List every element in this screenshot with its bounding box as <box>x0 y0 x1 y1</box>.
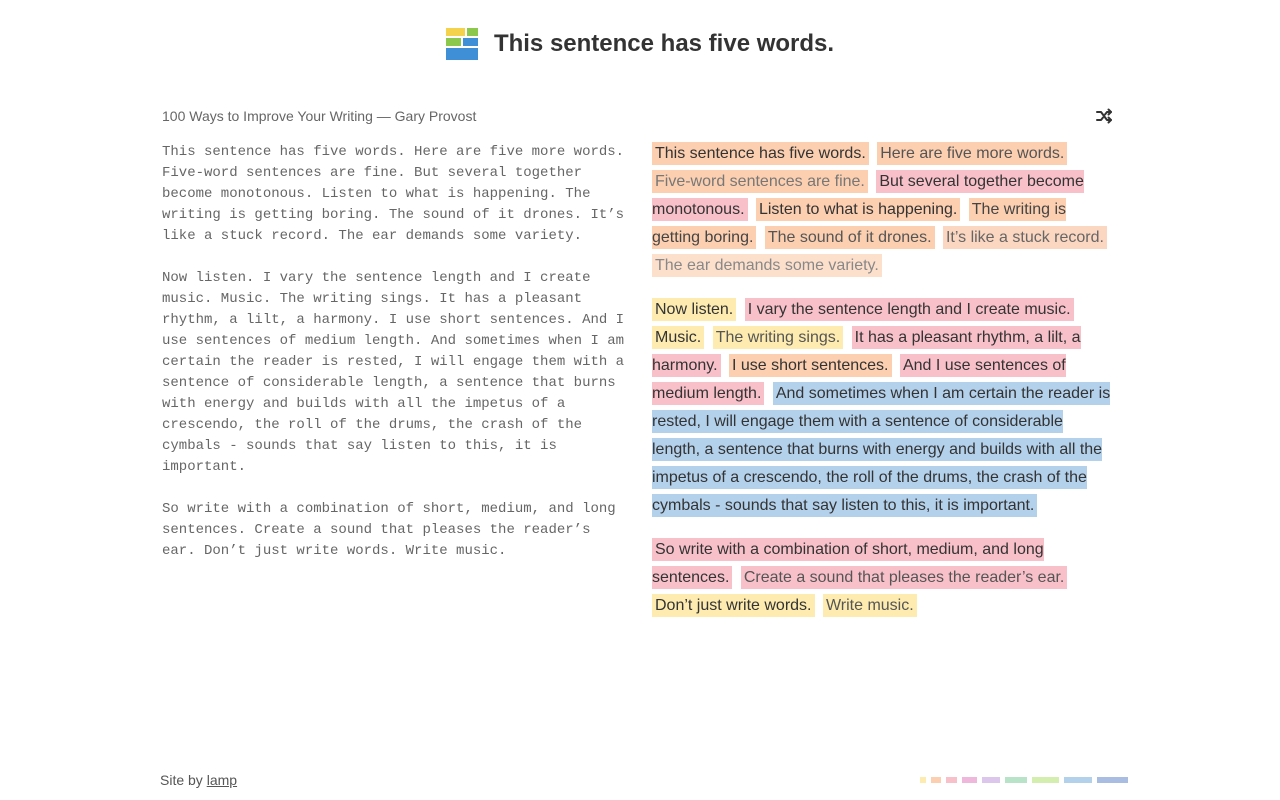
footer-prefix: Site by <box>160 772 203 788</box>
plain-paragraph: Now listen. I vary the sentence length and I create music. Music. The writing sings. It has a pleasant rhythm, a lilt, a harmony. I use short sentences. And I use sentences of medium length. And sometimes when I am certain the reader is rested, I will engage them with a sentence of considerable length, a sentence that burns with energy and builds with all the impetus of a crescendo, the roll of the drums, the crash of the cymbals - sounds that say listen to this, it is important. <box>162 270 625 475</box>
legend-swatch <box>1005 777 1027 783</box>
highlighted-sentence: Here are five more words. <box>877 142 1067 165</box>
highlighted-sentence: The sound of it drones. <box>765 226 935 249</box>
highlighted-text-column <box>652 140 1114 636</box>
highlighted-sentence: It’s like a stuck record. <box>943 226 1107 249</box>
highlighted-sentence: Listen to what is happening. <box>756 198 960 221</box>
legend-swatch <box>931 777 941 783</box>
highlighted-sentence: The writing is getting boring. <box>652 198 1066 249</box>
plain-paragraph: This sentence has five words. Here are five more words. Five-word sentences are fine. But several together become monotonous. Listen to what is happening. The writing is getting boring. The sound of it drones. It’s like a stuck record. The ear demands some variety. <box>162 144 625 244</box>
legend-swatch <box>920 777 926 783</box>
highlighted-sentence: And I use sentences of medium length. <box>652 354 1066 405</box>
highlighted-sentence: I vary the sentence length and I create music. <box>745 298 1074 321</box>
highlighted-sentence: Create a sound that pleases the reader’s ear. <box>741 566 1068 589</box>
highlighted-sentence: The writing sings. <box>713 326 844 349</box>
highlighted-sentence: Music. <box>652 326 704 349</box>
highlighted-paragraph <box>652 296 1114 520</box>
highlighted-sentence: Five-word sentences are fine. <box>652 170 868 193</box>
highlighted-sentence: Write music. <box>823 594 917 617</box>
highlighted-sentence: But several together become monotonous. <box>652 170 1084 221</box>
page-header <box>0 28 1280 60</box>
plain-text-column <box>162 142 630 583</box>
highlighted-sentence: It has a pleasant rhythm, a lilt, a harmony. <box>652 326 1081 377</box>
length-legend <box>920 777 1128 783</box>
footer <box>160 772 237 788</box>
source-attribution: 100 Ways to Improve Your Writing — Gary Provost <box>162 108 477 124</box>
highlighted-sentence: The ear demands some variety. <box>652 254 882 277</box>
shuffle-icon[interactable] <box>1094 106 1114 126</box>
legend-swatch <box>1064 777 1092 783</box>
highlighted-sentence: So write with a combination of short, medium, and long sentences. <box>652 538 1044 589</box>
highlighted-paragraph <box>652 536 1114 620</box>
highlighted-paragraph <box>652 140 1114 280</box>
legend-swatch <box>1032 777 1059 783</box>
highlighted-sentence: And sometimes when I am certain the reader is rested, I will engage them with a sentence of considerable length, a sentence that burns with energy and builds with all the impetus of a crescendo, the roll of the drums, the crash of the cymbals - sounds that say listen to this, it is important. <box>652 382 1110 517</box>
highlighted-sentence: I use short sentences. <box>729 354 892 377</box>
highlighted-sentence: Don’t just write words. <box>652 594 815 617</box>
highlighted-sentence: Now listen. <box>652 298 736 321</box>
legend-swatch <box>946 777 957 783</box>
highlighted-sentence: This sentence has five words. <box>652 142 869 165</box>
plain-paragraph: So write with a combination of short, medium, and long sentences. Create a sound that pleases the reader’s ear. Don’t just write words. Write music. <box>162 501 616 559</box>
legend-swatch <box>1097 777 1128 783</box>
footer-link[interactable]: lamp <box>206 772 238 788</box>
legend-swatch <box>962 777 977 783</box>
legend-swatch <box>982 777 1000 783</box>
logo-icon <box>446 28 478 60</box>
page-title: This sentence has five words. <box>493 30 835 57</box>
